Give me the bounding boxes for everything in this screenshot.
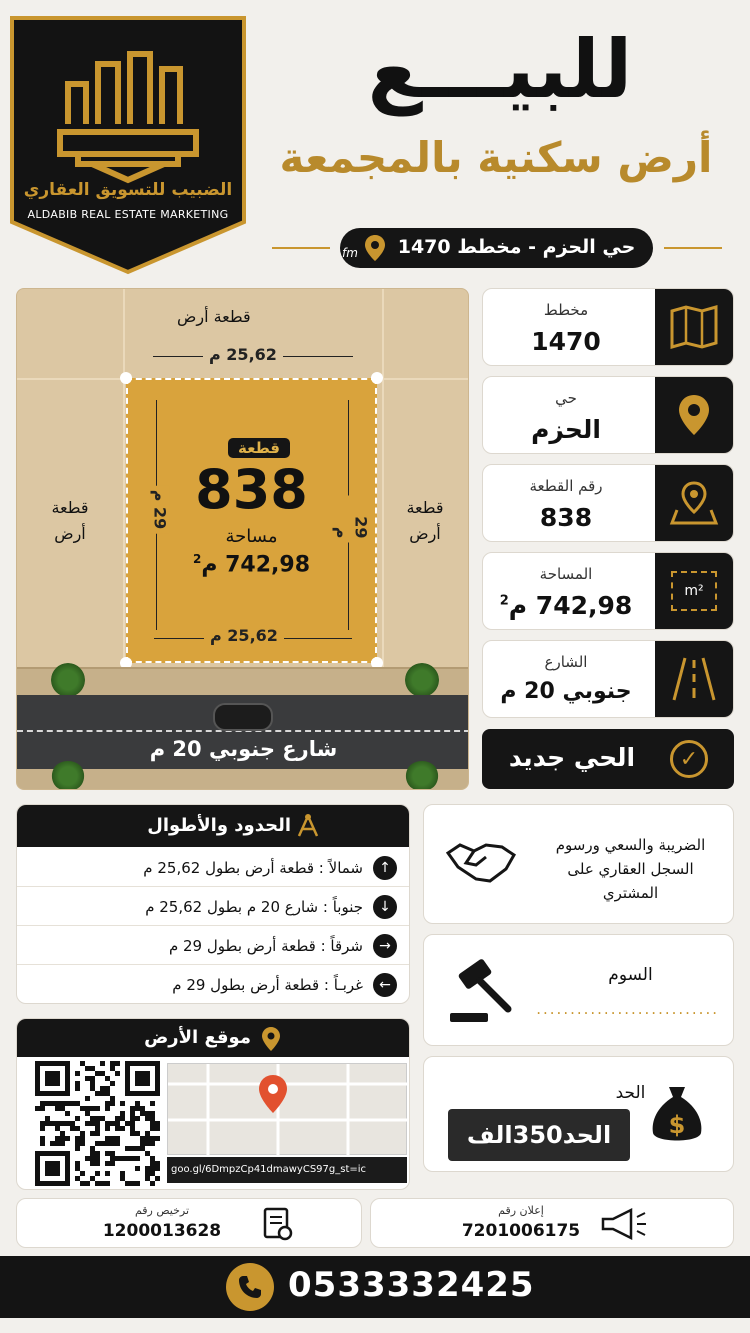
plot-838: [126, 378, 377, 663]
for-sale-title: للبيـــع: [367, 23, 633, 116]
bound-row-east: → شرقاً : قطعة أرض بطول 29 م: [17, 927, 409, 965]
arrow-up-icon: ↑: [373, 856, 397, 880]
phone-number[interactable]: 0533332425: [288, 1265, 535, 1305]
tax-text: الضريبة والسعي ورسوم السجل العقاري على المشتري: [555, 836, 706, 902]
plot-diagram: [16, 288, 469, 790]
new-district-text: الحي جديد: [508, 743, 636, 772]
top-dimension-label: 25,62 م: [203, 345, 283, 364]
handshake-icon: [446, 835, 516, 891]
plot-area-label: مساحة: [225, 526, 278, 547]
plan-label: مخطط: [543, 301, 589, 319]
location-header: [17, 1019, 410, 1057]
license-card: [16, 1198, 362, 1248]
map-thumbnail[interactable]: [167, 1063, 407, 1155]
compass-icon: [295, 813, 321, 839]
limit-card: [423, 1056, 734, 1172]
top-neighbor-label: قطعة أرض: [177, 307, 251, 326]
pill-line-left: [272, 247, 330, 249]
info-card-plan: [482, 288, 734, 366]
arrow-right-icon: →: [373, 934, 397, 958]
street-label: شارع جنوبي 20 م: [149, 737, 338, 761]
bounds-title: الحدود والأطوال: [147, 815, 291, 836]
bound-row-south: ↓ جنوباً : شارع 20 م بطول 25,62 م: [17, 888, 409, 926]
ad-label: إعلان رقم: [498, 1204, 544, 1217]
location-card: [16, 1018, 410, 1190]
district-label: حي: [555, 389, 577, 407]
phone-icon: [226, 1263, 274, 1311]
tree-icon: [405, 761, 439, 790]
megaphone-icon: [599, 1207, 649, 1241]
bid-card: [423, 934, 734, 1046]
parcel-pin-icon: [655, 465, 733, 541]
tree-icon: [405, 663, 439, 697]
new-district-banner: [482, 729, 734, 789]
logo-name-en: ALDABIB REAL ESTATE MARKETING: [27, 208, 229, 221]
location-pin-icon: [364, 234, 386, 262]
bound-row-west: ← غربـاً : قطعة أرض بطول 29 م: [17, 966, 409, 1004]
logo-shield-icon: [8, 14, 248, 276]
area-m2-icon: m²: [655, 553, 733, 629]
bound-row-north: ↑ شمالاً : قطعة أرض بطول 25,62 م: [17, 849, 409, 887]
area-value: 742,98 م$^2$: [499, 591, 633, 620]
arrow-down-icon: ↓: [373, 895, 397, 919]
plot-number-label: رقم القطعة: [529, 477, 603, 495]
car-icon: [213, 703, 273, 731]
plot-area-value: 742,98 م$^2$: [192, 552, 311, 578]
qr-code[interactable]: [29, 1057, 167, 1189]
info-card-plot-number: [482, 464, 734, 542]
street-label: الشارع: [544, 653, 588, 671]
location-pill: [340, 228, 653, 268]
map-pin-icon: [258, 1074, 288, 1114]
pill-logo: fm: [342, 246, 358, 260]
company-logo: [8, 14, 248, 276]
gavel-icon: [446, 959, 516, 1025]
info-card-area: [482, 552, 734, 630]
phone-bar[interactable]: [0, 1256, 750, 1318]
street-value: جنوبي 20 م: [500, 679, 632, 704]
parcel-grid-line: [123, 289, 125, 667]
right-neighbor-label: قطعة أرض: [406, 498, 444, 543]
plot-number-value: 838: [539, 503, 593, 532]
tree-icon: [51, 761, 85, 790]
map-url[interactable]: goo.gl/6DmpzCp41dmawyCS97g_st=ic: [167, 1157, 407, 1183]
logo-name-ar: الضبيب للتسويق العقاري: [23, 180, 233, 200]
location-title: موقع الأرض: [144, 1027, 251, 1048]
limit-value: الحد350الف: [448, 1109, 630, 1161]
ad-value: 7201006175: [461, 1221, 581, 1241]
corner-marker: [371, 372, 383, 384]
plot-badge: قطعة: [228, 438, 290, 458]
bounds-header: [17, 805, 410, 847]
road: [17, 695, 469, 769]
location-pill-text: حي الحزم - مخطط 1470: [397, 236, 636, 258]
license-label: ترخيص رقم: [134, 1204, 190, 1217]
corner-marker: [120, 372, 132, 384]
property-subtitle: أرض سكنية بالمجمعة: [279, 133, 713, 182]
right-dimension-label: 29 م: [333, 496, 371, 543]
bid-dots: ...........................: [536, 1000, 719, 1018]
plan-value: 1470: [531, 327, 601, 356]
bounds-table: [16, 804, 410, 1004]
bottom-dimension-label: 25,62 م: [204, 626, 284, 645]
money-bag-icon: [649, 1083, 705, 1147]
pill-line-right: [664, 247, 722, 249]
arrow-left-icon: ←: [373, 973, 397, 997]
bid-label: السوم: [608, 965, 653, 985]
info-card-district: [482, 376, 734, 454]
location-pin-icon: [261, 1026, 281, 1052]
ad-card: [370, 1198, 734, 1248]
location-pin-icon: [655, 377, 733, 453]
limit-label: الحد: [615, 1083, 646, 1103]
certificate-icon: [263, 1207, 293, 1241]
left-neighbor-label: قطعة أرض: [51, 498, 89, 543]
check-circle-icon: ✓: [670, 740, 708, 778]
parcel-grid-line: [382, 289, 384, 667]
sidewalk: [17, 769, 469, 790]
svg-text:$: $: [668, 1111, 686, 1139]
tax-card: [423, 804, 734, 924]
road-icon: [655, 641, 733, 717]
info-card-street: [482, 640, 734, 718]
district-value: الحزم: [531, 415, 601, 444]
tree-icon: [51, 663, 85, 697]
plot-number: 838: [195, 458, 308, 521]
map-icon: [655, 289, 733, 365]
left-dimension-label: 29 م: [150, 486, 169, 534]
area-label: المساحة: [539, 565, 593, 583]
license-value: 1200013628: [102, 1221, 222, 1241]
